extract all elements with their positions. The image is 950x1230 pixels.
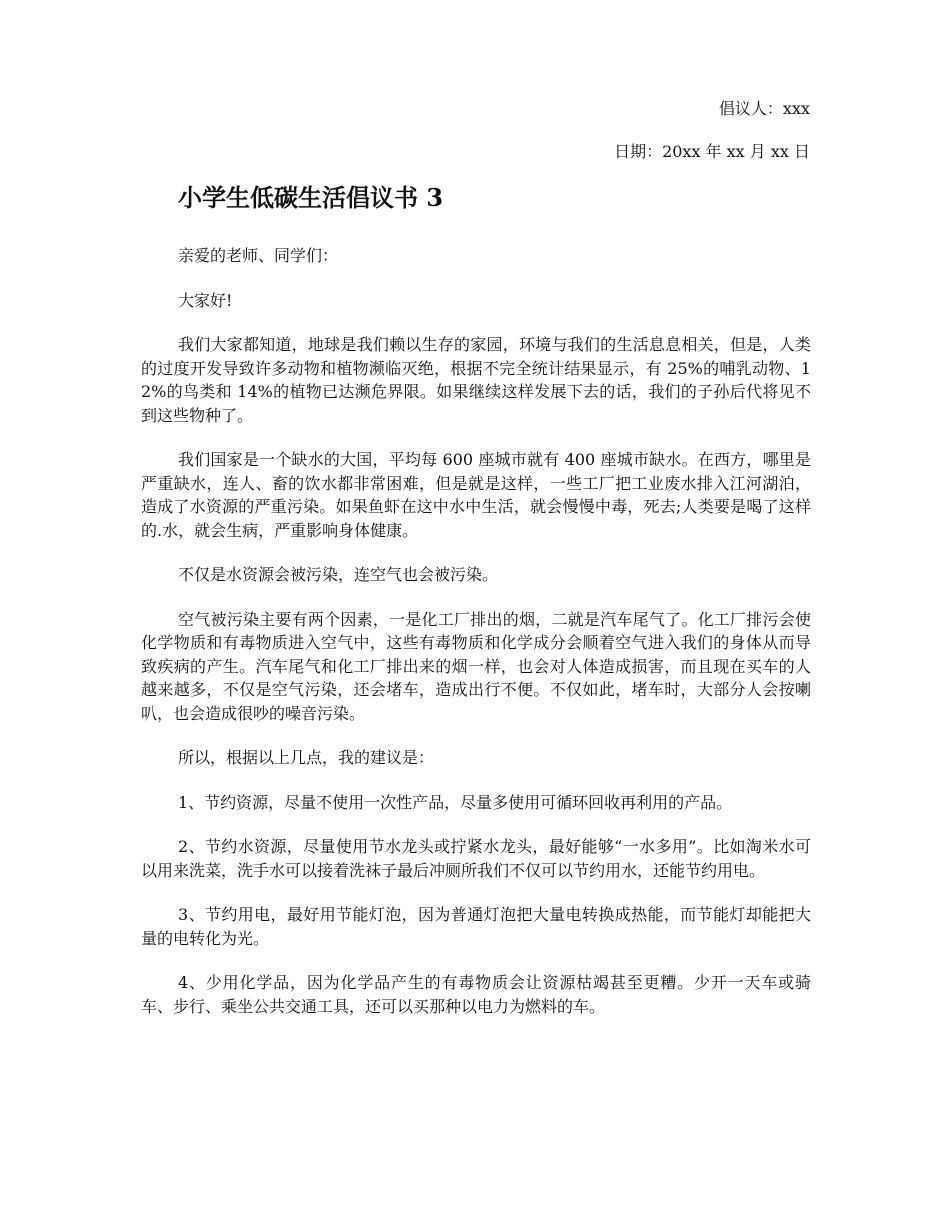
paragraph-water-shortage: 我们国家是一个缺水的大国，平均每 600 座城市就有 400 座城市缺水。在西方，哪里是严重缺水，连人、畜的饮水都非常困难，但是就是这样，一些工厂把工业废水排入江河湖泊，造成了水资源的严重污染。如果鱼虾在这中水中生活，就会慢慢中毒，死去;人类要是喝了这样的.水，就会生病，严重影响身体健康。 (141, 450, 811, 540)
document-title: 小学生低碳生活倡议书 3 (178, 183, 444, 212)
document-body (141, 244, 811, 1039)
suggestion-item-4: 4、少用化学品，因为化学品产生的有毒物质会让资源枯竭甚至更糟。少开一天车或骑车、步行、乘坐公共交通工具，还可以买那种以电力为燃料的车。 (141, 973, 811, 1016)
suggestion-item-3: 3、节约用电，最好用节能灯泡，因为普通灯泡把大量电转换成热能，而节能灯却能把大量的电转化为光。 (141, 905, 811, 948)
suggestion-item-2: 2、节约水资源，尽量使用节水龙头或拧紧水龙头，最好能够“一水多用”。比如淘米水可以用来洗菜，洗手水可以接着洗袜子最后冲厕所我们不仅可以节约用水，还能节约用电。 (141, 837, 811, 880)
paragraph-air-intro: 不仅是水资源会被污染，连空气也会被污染。 (178, 565, 499, 584)
paragraph-environment: 我们大家都知道，地球是我们赖以生存的家园，环境与我们的生活息息相关，但是，人类的过度开发导致许多动物和植物濒临灭绝，根据不完全统计结果显示，有 25%的哺乳动物、12%的鸟类和 14%的植物已达濒危界限。如果继续这样发展下去的话，我们的子孙后代将见不到这些物种了。 (141, 335, 811, 425)
greeting: 大家好! (178, 290, 233, 310)
signer-line: 倡议人：xxx (718, 99, 810, 118)
date-line: 日期：20xx 年 xx 月 xx 日 (614, 142, 810, 161)
paragraph-suggestions-intro: 所以，根据以上几点，我的建议是： (178, 748, 435, 767)
salutation: 亲爱的老师、同学们： (178, 246, 339, 265)
paragraph-air-pollution: 空气被污染主要有两个因素，一是化工厂排出的烟，二就是汽车尾气了。化工厂排污会使化学物质和有毒物质进入空气中，这些有毒物质和化学成分会顺着空气进入我们的身体从而导致疾病的产生。汽车尾气和化工厂排出来的烟一样，也会对人体造成损害，而且现在买车的人越来越多，不仅是空气污染，还会堵车，造成出行不便。不仅如此，堵车时，大部分人会按喇叭，也会造成很吵的噪音污染。 (141, 609, 811, 723)
suggestion-item-1: 1、节约资源，尽量不使用一次性产品，尽量多使用可循环回收再利用的产品。 (178, 792, 733, 812)
